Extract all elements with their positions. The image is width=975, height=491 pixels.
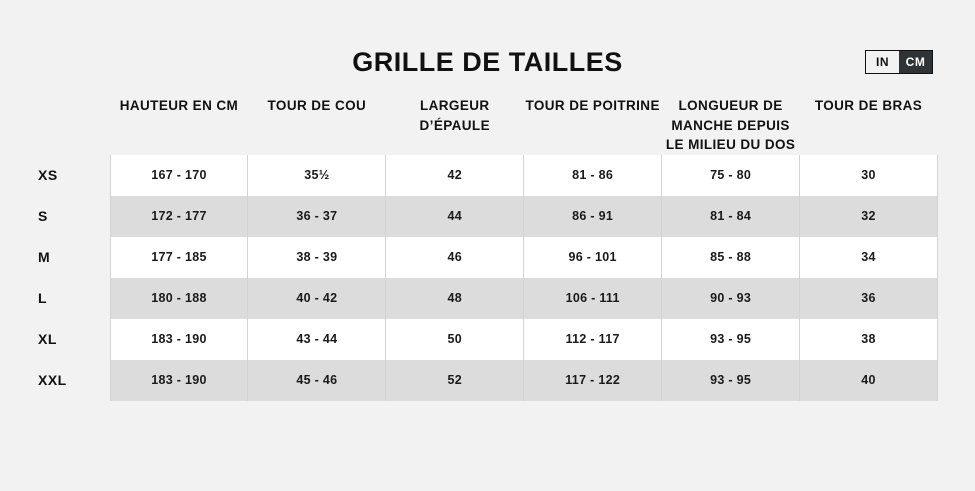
column-header-tour-de-bras: TOUR DE BRAS bbox=[814, 98, 923, 113]
cell-largeur-epaule: 42 bbox=[386, 155, 524, 196]
cell-longueur-manche: 90 - 93 bbox=[662, 278, 800, 319]
row-size-label: XS bbox=[38, 155, 110, 196]
table-row bbox=[38, 237, 938, 278]
cell-tour-de-cou: 40 - 42 bbox=[248, 278, 386, 319]
cell-largeur-epaule: 50 bbox=[386, 319, 524, 360]
cell-tour-de-bras: 36 bbox=[800, 278, 938, 319]
cell-hauteur: 183 - 190 bbox=[110, 360, 248, 401]
cell-longueur-manche: 85 - 88 bbox=[662, 237, 800, 278]
row-size-label: M bbox=[38, 237, 110, 278]
cell-largeur-epaule: 52 bbox=[386, 360, 524, 401]
column-header-largeur-epaule: LARGEUR D’ÉPAULE bbox=[419, 98, 490, 133]
header-row bbox=[38, 96, 938, 155]
cell-hauteur: 167 - 170 bbox=[110, 155, 248, 196]
unit-option-cm[interactable]: CM bbox=[899, 51, 932, 73]
row-size-label: XXL bbox=[38, 360, 110, 401]
cell-tour-de-poitrine: 86 - 91 bbox=[524, 196, 662, 237]
cell-tour-de-poitrine: 117 - 122 bbox=[524, 360, 662, 401]
cell-tour-de-bras: 34 bbox=[800, 237, 938, 278]
cell-largeur-epaule: 46 bbox=[386, 237, 524, 278]
cell-tour-de-bras: 38 bbox=[800, 319, 938, 360]
cell-tour-de-bras: 32 bbox=[800, 196, 938, 237]
table-row bbox=[38, 155, 938, 196]
cell-hauteur: 183 - 190 bbox=[110, 319, 248, 360]
cell-longueur-manche: 75 - 80 bbox=[662, 155, 800, 196]
cell-tour-de-cou: 45 - 46 bbox=[248, 360, 386, 401]
table-row bbox=[38, 319, 938, 360]
unit-toggle[interactable] bbox=[865, 50, 933, 74]
cell-tour-de-poitrine: 96 - 101 bbox=[524, 237, 662, 278]
row-size-label: XL bbox=[38, 319, 110, 360]
row-size-label: S bbox=[38, 196, 110, 237]
cell-tour-de-poitrine: 106 - 111 bbox=[524, 278, 662, 319]
table-header bbox=[38, 96, 938, 155]
cell-hauteur: 180 - 188 bbox=[110, 278, 248, 319]
table-row bbox=[38, 360, 938, 401]
unit-option-in[interactable]: IN bbox=[866, 51, 899, 73]
cell-tour-de-poitrine: 81 - 86 bbox=[524, 155, 662, 196]
cell-largeur-epaule: 48 bbox=[386, 278, 524, 319]
header-corner bbox=[38, 96, 110, 155]
cell-tour-de-cou: 35½ bbox=[248, 155, 386, 196]
column-header-tour-de-cou: TOUR DE COU bbox=[267, 98, 367, 113]
table-row bbox=[38, 196, 938, 237]
cell-longueur-manche: 93 - 95 bbox=[662, 360, 800, 401]
row-size-label: L bbox=[38, 278, 110, 319]
column-header-hauteur: HAUTEUR EN CM bbox=[119, 98, 239, 113]
cell-hauteur: 172 - 177 bbox=[110, 196, 248, 237]
cell-tour-de-cou: 43 - 44 bbox=[248, 319, 386, 360]
size-chart-table bbox=[38, 96, 938, 401]
column-header-tour-de-poitrine: TOUR DE POITRINE bbox=[525, 98, 660, 113]
page-title: GRILLE DE TAILLES bbox=[352, 47, 623, 77]
cell-tour-de-poitrine: 112 - 117 bbox=[524, 319, 662, 360]
column-header-longueur-manche: LONGUEUR DE MANCHE DEPUIS LE MILIEU DU DOS bbox=[665, 98, 796, 153]
cell-hauteur: 177 - 185 bbox=[110, 237, 248, 278]
table-row bbox=[38, 278, 938, 319]
cell-tour-de-cou: 38 - 39 bbox=[248, 237, 386, 278]
table-body bbox=[38, 155, 938, 401]
cell-longueur-manche: 81 - 84 bbox=[662, 196, 800, 237]
cell-tour-de-cou: 36 - 37 bbox=[248, 196, 386, 237]
cell-tour-de-bras: 30 bbox=[800, 155, 938, 196]
cell-largeur-epaule: 44 bbox=[386, 196, 524, 237]
cell-longueur-manche: 93 - 95 bbox=[662, 319, 800, 360]
cell-tour-de-bras: 40 bbox=[800, 360, 938, 401]
